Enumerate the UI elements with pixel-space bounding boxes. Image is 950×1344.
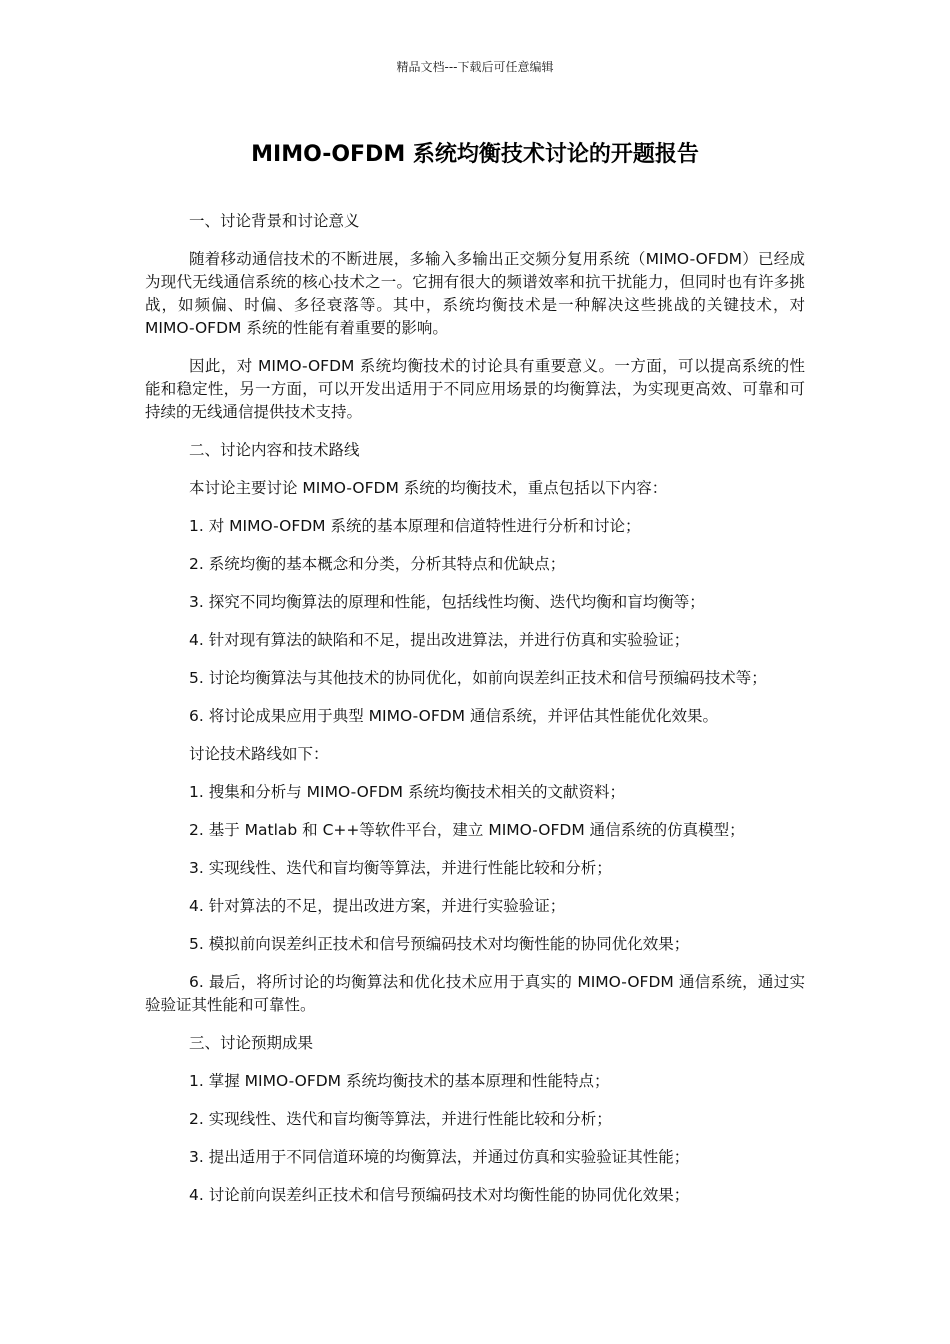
page-header: 精品文档---下载后可任意编辑 [396, 60, 554, 74]
paragraph-route-intro: 讨论技术路线如下： [189, 745, 329, 763]
list-item: 4. 针对现有算法的缺陷和不足，提出改进算法，并进行仿真和实验验证； [189, 631, 690, 649]
list-item: 4. 讨论前向误差纠正技术和信号预编码技术对均衡性能的协同优化效果； [189, 1186, 690, 1204]
list-item: 2. 系统均衡的基本概念和分类，分析其特点和优缺点； [189, 555, 566, 573]
section-heading-outcomes: 三、讨论预期成果 [189, 1034, 314, 1052]
list-item: 5. 模拟前向误差纠正技术和信号预编码技术对均衡性能的协同优化效果； [189, 935, 690, 953]
paragraph-background: 随着移动通信技术的不断进展，多输入多输出正交频分复用系统（MIMO-OFDM）已经成为现代无线通信系统的核心技术之一。它拥有很大的频谱效率和抗干扰能力，但同时也有许多挑战，如频偏、时偏、多径衰落等。其中，系统均衡技术是一种解决这些挑战的关键技术，对 MIMO-OFDM 系统的性能有着重要的影响。 [145, 250, 805, 337]
document-body [145, 210, 805, 1222]
list-item: 3. 探究不同均衡算法的原理和性能，包括线性均衡、迭代均衡和盲均衡等； [189, 593, 705, 611]
list-item: 2. 实现线性、迭代和盲均衡等算法，并进行性能比较和分析； [189, 1110, 612, 1128]
document-title: MIMO-OFDM 系统均衡技术讨论的开题报告 [251, 142, 699, 167]
paragraph-content-intro: 本讨论主要讨论 MIMO-OFDM 系统的均衡技术，重点包括以下内容： [189, 479, 668, 497]
list-item: 5. 讨论均衡算法与其他技术的协同优化，如前向误差纠正技术和信号预编码技术等； [189, 669, 767, 687]
list-item: 1. 搜集和分析与 MIMO-OFDM 系统均衡技术相关的文献资料； [189, 783, 625, 801]
list-item: 3. 提出适用于不同信道环境的均衡算法，并通过仿真和实验验证其性能； [189, 1148, 690, 1166]
section-heading-content: 二、讨论内容和技术路线 [189, 441, 360, 459]
list-item: 4. 针对算法的不足，提出改进方案，并进行实验验证； [189, 897, 566, 915]
section-heading-background: 一、讨论背景和讨论意义 [189, 212, 360, 230]
paragraph-significance: 因此，对 MIMO-OFDM 系统均衡技术的讨论具有重要意义。一方面，可以提高系统的性能和稳定性，另一方面，可以开发出适用于不同应用场景的均衡算法，为实现更高效、可靠和可持续的无线通信提供技术支持。 [145, 357, 805, 421]
list-item: 6. 最后，将所讨论的均衡算法和优化技术应用于真实的 MIMO-OFDM 通信系统，通过实验验证其性能和可靠性。 [145, 973, 805, 1014]
list-item: 2. 基于 Matlab 和 C++等软件平台，建立 MIMO-OFDM 通信系统的仿真模型； [189, 821, 745, 839]
list-item: 3. 实现线性、迭代和盲均衡等算法，并进行性能比较和分析； [189, 859, 612, 877]
list-item: 6. 将讨论成果应用于典型 MIMO-OFDM 通信系统，并评估其性能优化效果。 [189, 707, 718, 725]
list-item: 1. 对 MIMO-OFDM 系统的基本原理和信道特性进行分析和讨论； [189, 517, 641, 535]
list-item: 1. 掌握 MIMO-OFDM 系统均衡技术的基本原理和性能特点； [189, 1072, 610, 1090]
